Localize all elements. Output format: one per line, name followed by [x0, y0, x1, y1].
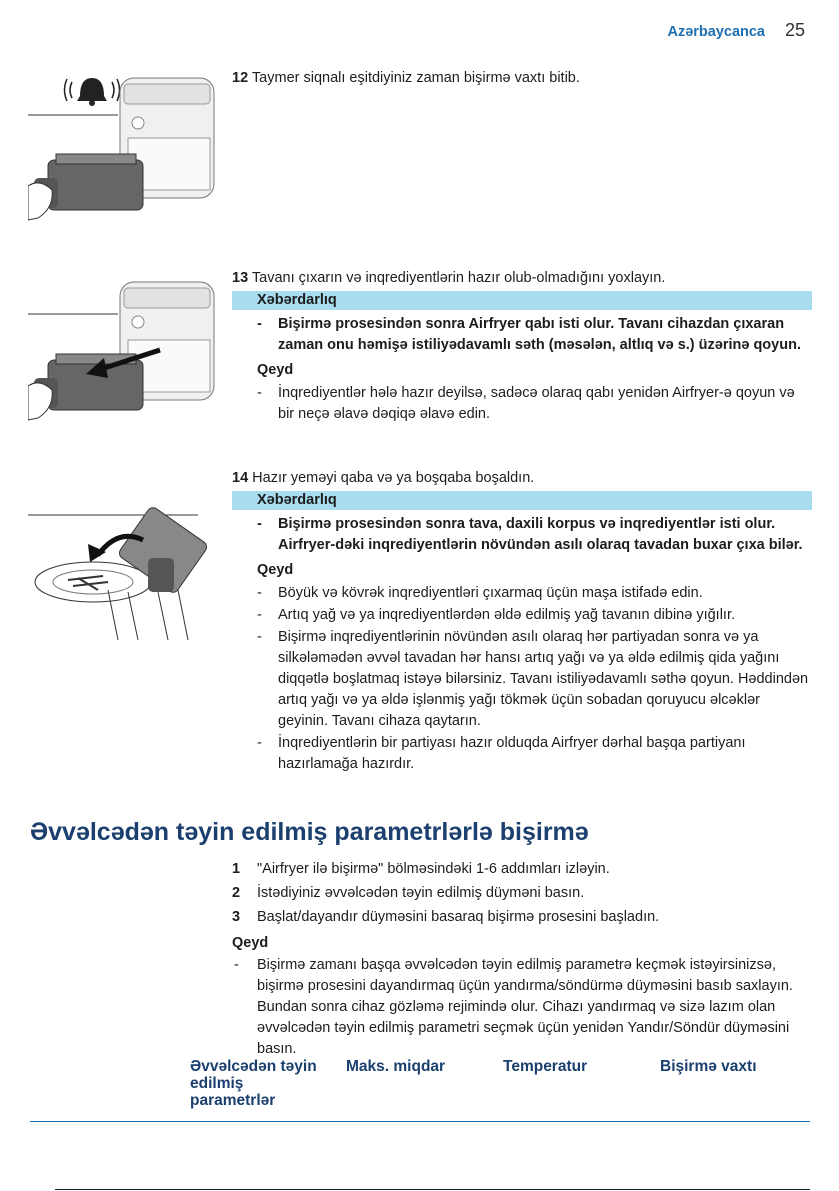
col-temperature: Temperatur [503, 1058, 588, 1075]
col-max-quantity: Maks. miqdar [346, 1058, 446, 1075]
step-text: Taymer siqnalı eşitdiyiniz zaman bişirmə vaxtı bitib. [251, 70, 580, 86]
bell-icon [65, 78, 120, 106]
figure-remove-pan [28, 278, 218, 428]
note-item: - Bişirmə zamanı başqa əvvəlcədən təyin edilmiş parametrə keçmək istəyirsinizsə, bişirmə prosesini dayandırmaq üçün yandırma/söndürmə düyməsini basıb saxlayın. Bundan sonra cihaz gözləmə rejimində olur. Cihazı yandırmaq və sizə lazım olan əvvəlcədən təyin edilmiş parametri seçmək üçün yenidən Yandır/Söndür düyməsini basın. [234, 957, 793, 1057]
note-item: - İnqrediyentlər hələ hazır deyilsə, sadəcə olaraq qabı yenidən Airfryer-ə qoyun və bir neçə əlavə dəqiqə əlavə edin. [257, 385, 795, 422]
figure-timer-bell [28, 68, 218, 238]
step-14 [232, 468, 812, 776]
page-number: 25 [784, 20, 805, 40]
list-item: 1 "Airfryer ilə bişirmə" bölməsindəki 1-6 addımları izləyin. [232, 861, 610, 877]
list-item: 3 Başlat/dayandır düyməsini basaraq bişirmə prosesini başladın. [232, 909, 660, 925]
preset-steps [232, 857, 812, 1060]
note-item: - Bişirmə inqrediyentlərinin növündən asılı olaraq hər partiyadan sonra və ya silkələmədən əvvəl tavadan hər hansı artıq yağı və ya əldə edilmiş qida yağını diqqətlə boşlatmaq istəyə bilərsiniz. Tavanı istiliyədavamlı səthə qoyun. Həddindən artıq yağı və ya əldə işlənmiş yağı tökmək üçün sobadan qoruyucu əlcəklər geyinin. Tavanı cihaza qaytarın. [257, 629, 809, 729]
warning-item: - Bişirmə prosesindən sonra Airfryer qabı isti olur. Tavanı cihazdan çıxaran zaman onu həmişə istiliyədavamlı səth (məsələn, altlıq və s.) üzərinə qoyun. [257, 316, 801, 353]
step-number: 13 [232, 270, 249, 286]
figure-empty-pan [28, 500, 218, 640]
warning-bar: Xəbərdarlıq [232, 491, 812, 510]
note-title: Qeyd [257, 362, 294, 378]
note-title: Qeyd [257, 562, 294, 578]
footer-divider [55, 1189, 810, 1190]
step-number: 14 [232, 470, 249, 486]
list-item: 2 İstədiyiniz əvvəlcədən təyin edilmiş düyməni basın. [232, 885, 585, 901]
note-item: - Böyük və kövrək inqrediyentləri çıxarmaq üçün maşa istifadə edin. [257, 585, 703, 601]
section-title: Əvvəlcədən təyin edilmiş parametrlərlə bişirmə [30, 818, 589, 846]
table-divider [30, 1121, 810, 1122]
step-12 [232, 68, 812, 89]
step-text: Tavanı çıxarın və inqrediyentlərin hazır olub-olmadığını yoxlayın. [251, 270, 666, 286]
note-item: - Artıq yağ və ya inqrediyentlərdən əldə edilmiş yağ tavanın dibinə yığılır. [257, 607, 736, 623]
col-cooking-time: Bişirmə vaxtı [660, 1058, 757, 1075]
note-title: Qeyd [232, 935, 269, 951]
step-text: Hazır yeməyi qaba və ya boşqaba boşaldın. [252, 470, 535, 486]
col-presets: Əvvəlcədən təyin edilmiş parametrlər [190, 1058, 317, 1109]
warning-item: - Bişirmə prosesindən sonra tava, daxili korpus və inqrediyentlər isti olur. Airfryer-dəki inqrediyentlərin növündən asılı olaraq tavadan buxar çıxa bilər. [257, 516, 803, 553]
warning-bar: Xəbərdarlıq [232, 291, 812, 310]
step-13 [232, 268, 812, 426]
step-number: 12 [232, 70, 249, 86]
note-item: - İnqrediyentlərin bir partiyası hazır olduqda Airfryer dərhal başqa partiyanı hazırlamağa hazırdır. [257, 735, 746, 772]
header-language: Azərbaycanca [667, 24, 765, 40]
